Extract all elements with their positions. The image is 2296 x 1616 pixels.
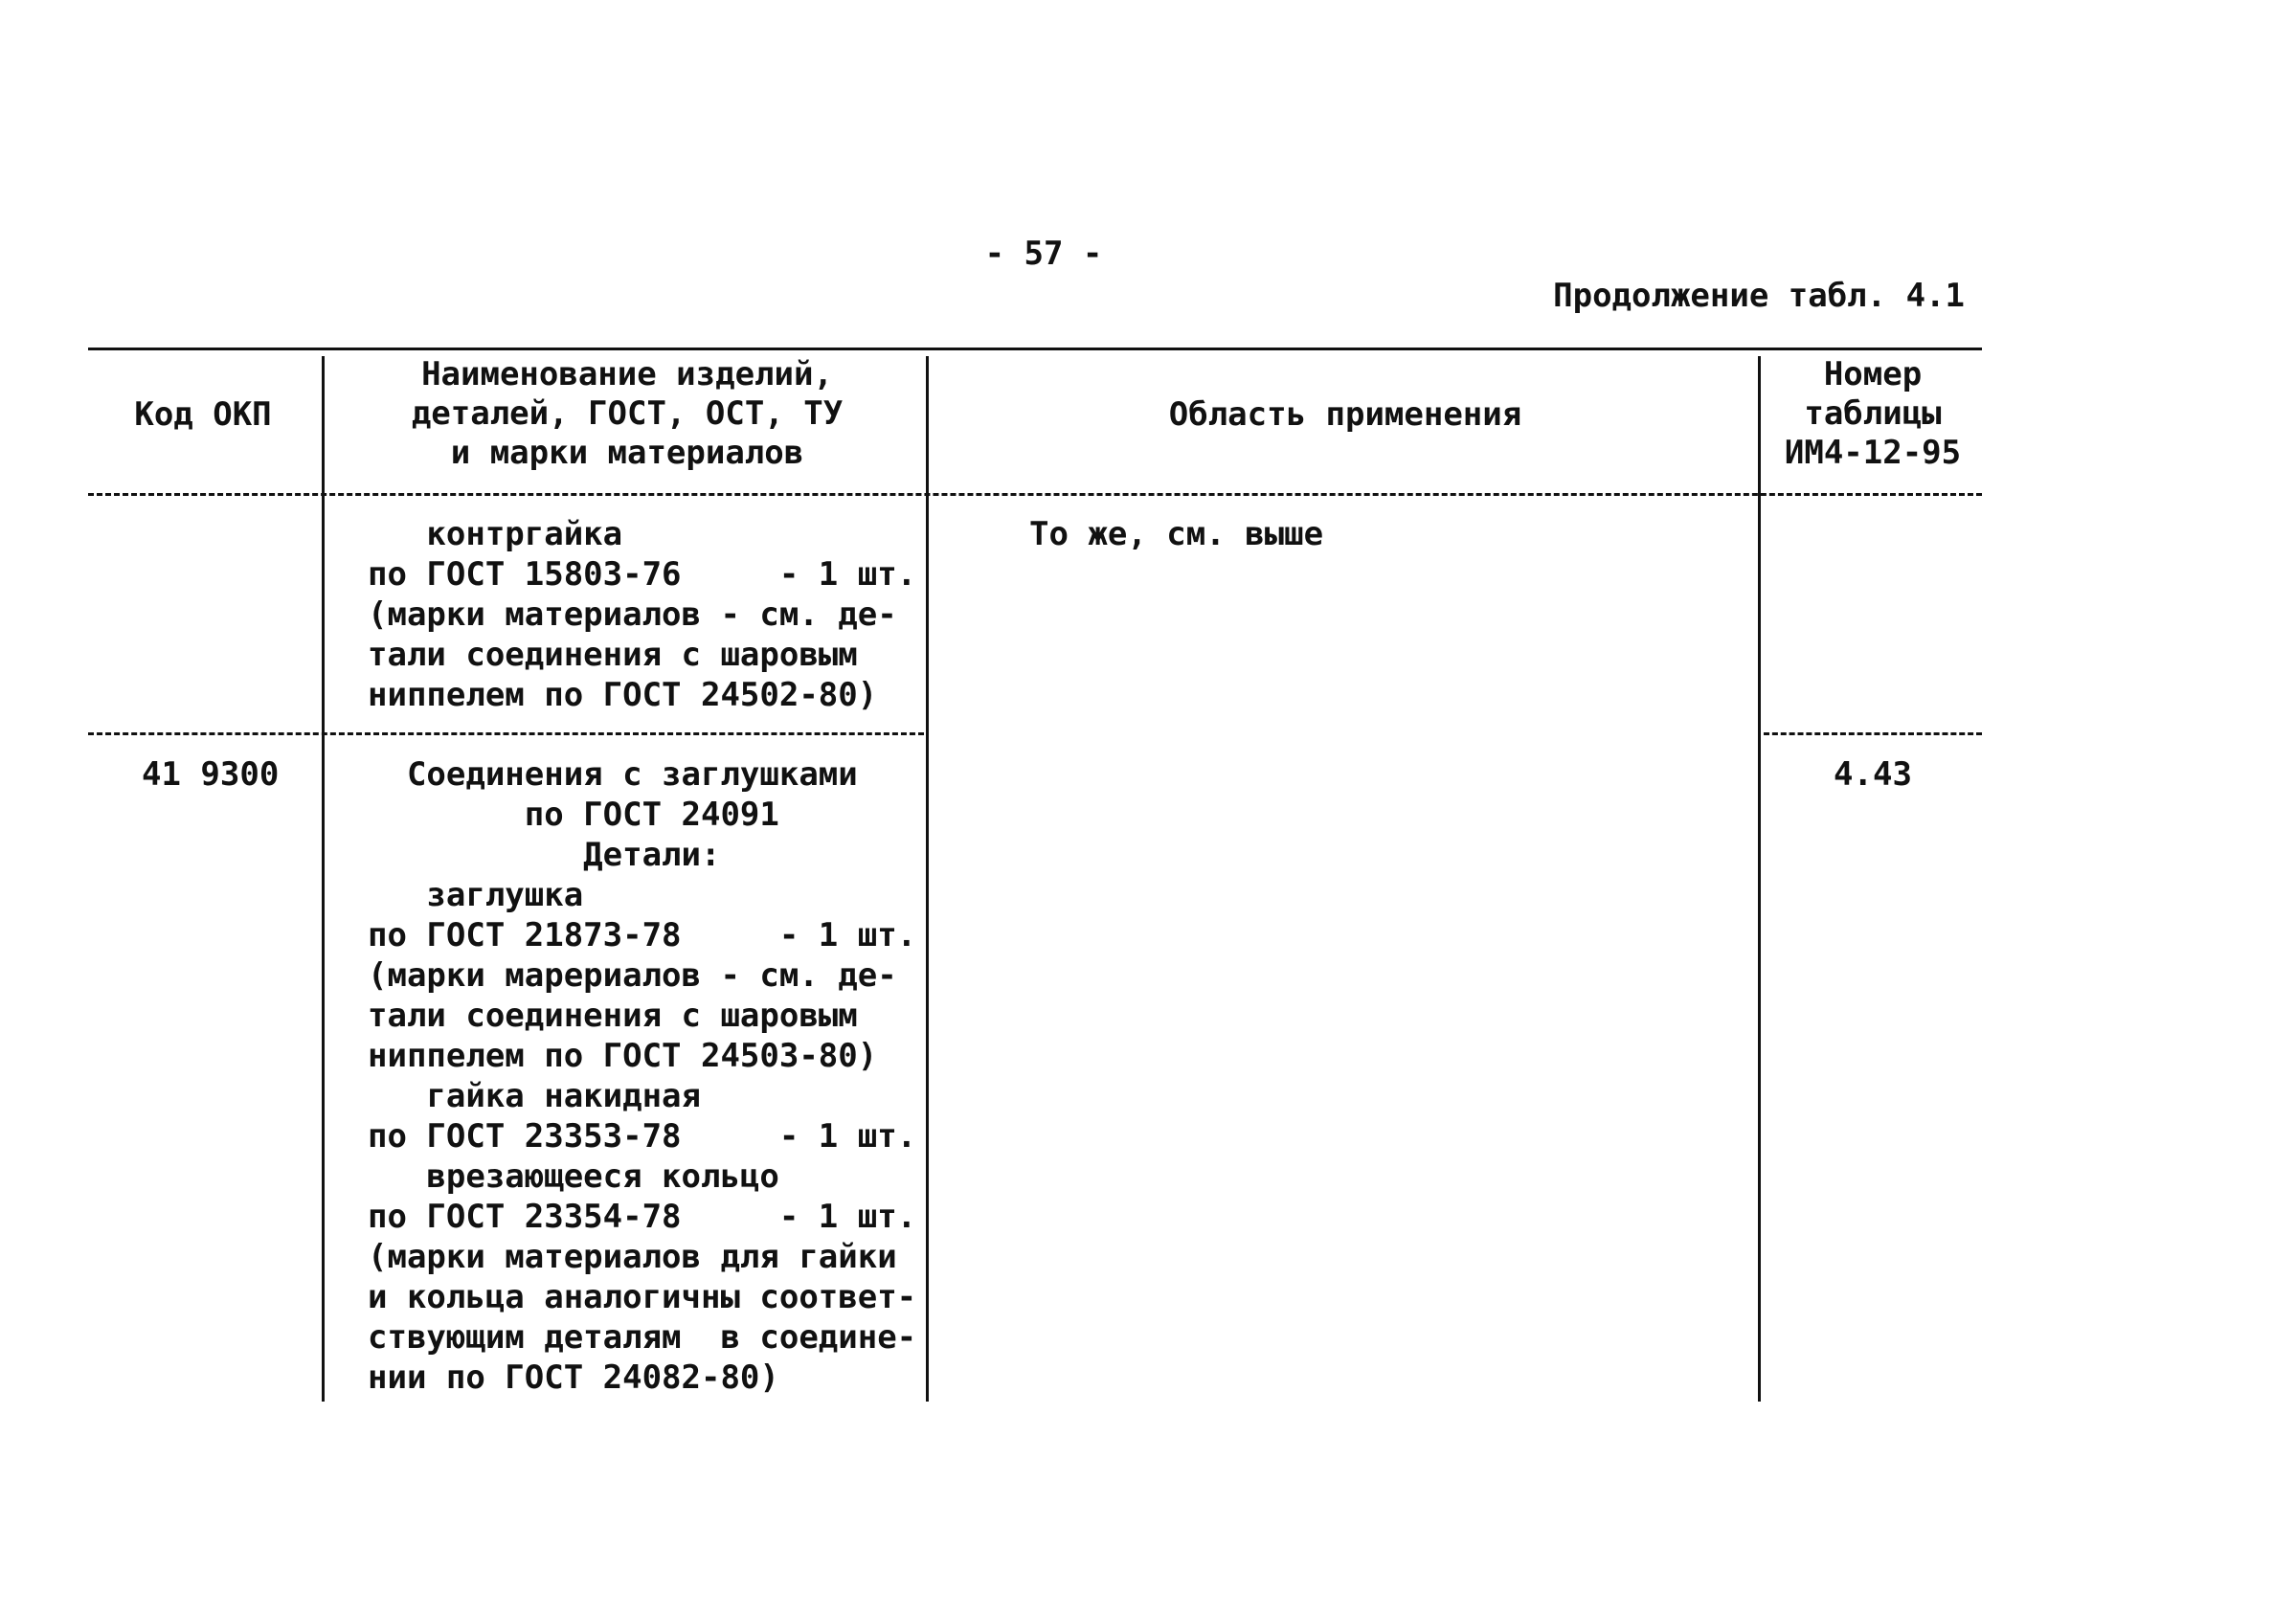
header-table-number-line: таблицы [1804, 394, 1942, 433]
header-name [330, 355, 924, 473]
column-rule [1758, 356, 1761, 1402]
name-line: (марки марериалов - см. де- [368, 956, 897, 995]
name-line: тали соединения с шаровым [368, 636, 858, 674]
name-line: Детали: [368, 836, 721, 874]
name-line: и кольца аналогичны соответ- [368, 1278, 917, 1316]
name-line: тали соединения с шаровым [368, 997, 858, 1035]
name-line: заглушка [368, 876, 584, 914]
column-rule [322, 356, 325, 1402]
name-line: контргайка [368, 515, 623, 553]
row-2-name [368, 754, 916, 1398]
header-name-line: деталей, ГОСТ, ОСТ, ТУ [411, 394, 844, 433]
name-line: по ГОСТ 15803-76 - 1 шт. [368, 555, 917, 594]
name-line: по ГОСТ 23354-78 - 1 шт. [368, 1198, 917, 1236]
name-line: по ГОСТ 23353-78 - 1 шт. [368, 1117, 917, 1156]
header-name-line: и марки материалов [450, 434, 804, 472]
table-top-rule [88, 348, 1982, 350]
name-line: ниппелем по ГОСТ 24503-80) [368, 1037, 878, 1075]
name-line: (марки материалов для гайки [368, 1238, 897, 1276]
row-1-name [368, 514, 916, 715]
row-separator [1764, 732, 1982, 735]
header-table-number [1764, 355, 1982, 473]
row-separator [88, 732, 924, 735]
name-line: ниппелем по ГОСТ 24502-80) [368, 676, 878, 714]
name-line: по ГОСТ 24091 [368, 796, 779, 834]
name-line: по ГОСТ 21873-78 - 1 шт. [368, 916, 917, 954]
row-2-code: 41 9300 [142, 755, 280, 794]
name-line: врезающееся кольцо [368, 1157, 779, 1196]
table-continuation-label: Продолжение табл. 4.1 [1553, 277, 1965, 315]
name-line: гайка накидная [368, 1077, 701, 1115]
row-1-area: То же, см. выше [1029, 515, 1324, 553]
name-line: нии по ГОСТ 24082-80) [368, 1358, 779, 1397]
header-area: Область применения [1168, 395, 1522, 434]
column-rule [926, 356, 929, 1402]
row-2-table-number: 4.43 [1834, 755, 1912, 794]
name-line: Соединения с заглушками [368, 755, 858, 794]
header-name-line: Наименование изделий, [421, 355, 833, 393]
header-table-number-line: ИМ4-12-95 [1784, 434, 1962, 472]
header-table-number-line: Номер [1823, 355, 1923, 393]
header-separator [88, 493, 1982, 496]
name-line: ствующим деталям в соедине- [368, 1318, 917, 1357]
name-line: (марки материалов - см. де- [368, 595, 897, 634]
page-number: - 57 - [984, 235, 1103, 273]
header-code: Код ОКП [134, 395, 272, 434]
